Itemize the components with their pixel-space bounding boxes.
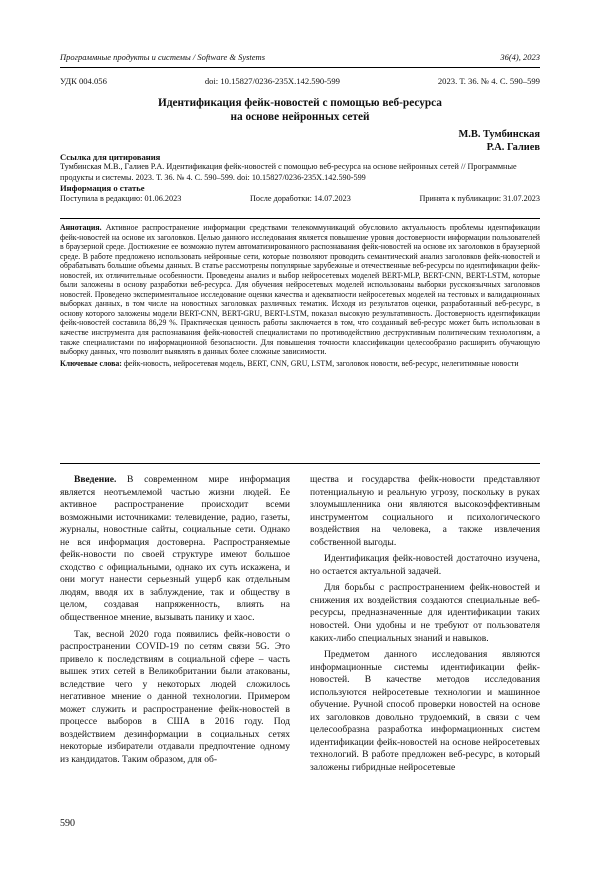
source-ref: 2023. Т. 36. № 4. С. 590–599 — [437, 76, 540, 86]
citation-text: Тумбинская М.В., Галиев Р.А. Идентификация фейк-новостей с помощью веб-ресурса на основе нейронных сетей // Программные продукты и системы. 2023. Т. 36. № 4. С. 590–599. doi: 10.15827/0236-235X.142.590-599 — [60, 162, 517, 182]
paragraph: Предметом данного исследования являются информационные системы идентификации фейк-новостей. В качестве методов исследования используются нейросетевые технологии и машинное обучение. Ручной способ проверки новостей на основе их заголовков довольно трудоемкий, в связи с чем целесообразна разработка информационных систем идентификации фейк-новостей на основе нейросетевых технологий. В работе предложен веб-ресурс, в который заложены гибридные нейросетевые — [310, 649, 540, 774]
revised-date: После доработки: 14.07.2023 — [249, 193, 351, 203]
keywords-label: Ключевые слова: — [60, 358, 122, 368]
title-line-2: на основе нейронных сетей — [230, 111, 370, 123]
paragraph: Идентификация фейк-новостей достаточно изучена, но остается актуальной задачей. — [310, 553, 540, 577]
running-head — [60, 52, 540, 68]
received-date: Поступила в редакцию: 01.06.2023 — [60, 193, 182, 203]
paragraph: щества и государства фейк-новости представляют потенциальную и реальную угрозу, поскольку в руках злоумышленника они являются высокоэффективным инструментом социального и психологического воздействия на человека, а также извлечения собственной выгоды. — [310, 474, 540, 548]
body-column-right — [310, 474, 540, 775]
accepted-date: Принята к публикации: 31.07.2023 — [419, 193, 540, 203]
body-column-left — [60, 474, 290, 767]
title-line-1: Идентификация фейк-новостей с помощью веб-ресурса — [158, 97, 442, 109]
author-1: М.В. Тумбинская — [458, 129, 540, 140]
article-meta — [60, 76, 540, 86]
keywords-text: фейк-новость, нейросетевая модель, BERT, CNN, GRU, LSTM, заголовок новости, веб-ресурс, нелегитимные новости — [123, 358, 519, 368]
journal-name: Программные продукты и системы / Software & Systems — [60, 52, 266, 62]
abstract-paragraph — [60, 223, 540, 357]
citation-heading: Ссылка для цитирования — [60, 152, 161, 162]
paragraph-text: В современном мире информация является неотъемлемой частью жизни людей. Ее активное распространение происходит всеми возможными источниками: телевидение, радио, газеты, журналы, новостные сайты, социальные сети. Однако не вся информация достоверна. Распространяемые фейк-новости по своей структуре имеют большое сходство с официальными, однако их суть искажена, и они могут нанести серьезный ущерб как отдельным людям, вводя их в заблуждение, так и обществу в целом, создавая напряженность, влиять на общественное мнение, вызывать панику и хаос. — [60, 474, 290, 624]
issue-number: 36(4), 2023 — [500, 52, 540, 62]
page-number: 590 — [60, 818, 75, 829]
keywords-paragraph — [60, 359, 540, 369]
abstract — [60, 218, 540, 464]
intro-heading: Введение. — [74, 474, 117, 485]
article-dates — [60, 194, 540, 204]
abstract-label: Аннотация. — [60, 223, 102, 232]
article-info-heading: Информация о статье — [60, 183, 145, 194]
paragraph: Так, весной 2020 года появились фейк-новости о распространении COVID-19 по сетям связи 5G. Это привело к последствиям в социальной сфере – часть вышек этих сетей в Великобритании были атакованы, вследствие чего у некоторых людей сложилось негативное мнение о данной технологии. Примером может служить и распространение фейк-новостей в процессе выборов в США в 2016 году. Под воздействием дезинформации в социальных сетях некоторые избиратели отдавали предпочтение одному из кандидатов. Таким образом, для об- — [60, 628, 290, 766]
doi: doi: 10.15827/0236-235X.142.590-599 — [204, 76, 340, 86]
udc-code: УДК 004.056 — [60, 76, 107, 86]
paragraph — [60, 474, 290, 625]
author-2: Р.А. Галиев — [486, 142, 540, 153]
citation-block — [60, 152, 540, 204]
article-title — [60, 96, 540, 124]
authors — [458, 128, 540, 154]
abstract-text: Активное распространение информации средствами телекоммуникаций обусловило актуальность проблемы идентификации фейк-новостей на основе их заголовков. Целью данного исследования является повышение уровня достоверности информации пользователей в браузерной среде. Достижение ее возможно путем автоматизированного распознавания фейк-новостей на основе их заголовков в браузерной среде. В работе предложено использовать нейронные сети, которые позволяют проводить семантический анализ заголовков фейк-новостей и обрабатывать большие объемы данных. В статье рассмотрены популярные зарубежные и отечественные веб-ресурсы по идентификации фейк-новостей, их отличительные особенности. Проведены анализ и выбор нейросетевых моделей BERT-MLP, BERT-CNN, BERT-LSTM, которые были заложены в основу разработки веб-ресурса. Для обучения нейросетевых моделей использованы выборки русскоязычных заголовков новостей. Проведено экспериментальное исследование оценки качества и адекватности нейросетевых моделей на тестовых и валидационных выборках данных, в том числе на новостных заголовках различных тематик. Исходя из результатов оценки, разработанный веб-ресурс, в основу которого заложены модели BERT-CNN, BERT-GRU, BERT-LSTM, показал высокую результативность. Достоверность идентификации фейк-новостей составила 86,29 %. Практическая ценность работы заключается в том, что созданный веб-ресурс может быть использован в качестве инструмента для распознавания фейк-новостей специалистами по противодействию деструктивным политическим технологиям, а также специалистами по информационной безопасности. Для повышения точности классификации целесообразно расширить обучающую выборку данных, что позволит выявлять в данных более сложные зависимости. — [60, 223, 540, 357]
paragraph: Для борьбы с распространением фейк-новостей и снижения их воздействия создаются специальные веб-ресурсы, предназначенные для идентификации таких новостей. Они удобны и не требуют от пользователя каких-либо специальных знаний и навыков. — [310, 582, 540, 644]
